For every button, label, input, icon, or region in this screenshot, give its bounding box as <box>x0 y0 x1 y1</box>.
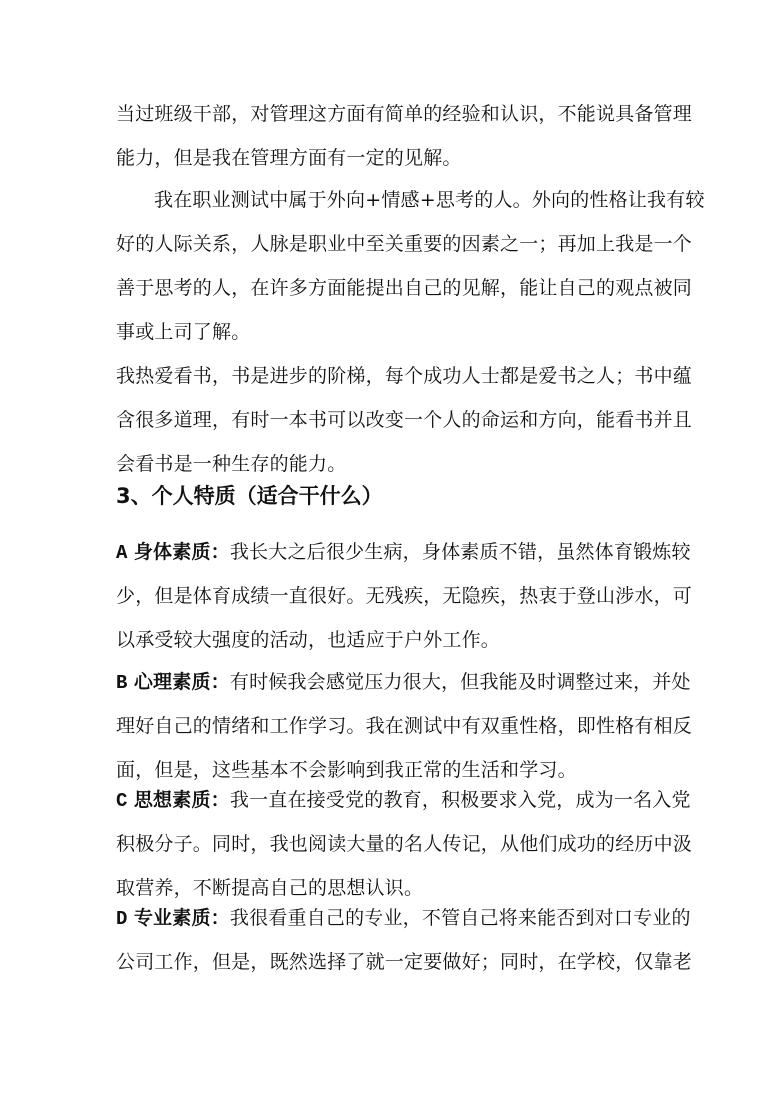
section-heading: 3、个人特质（适合干什么） <box>116 484 383 508</box>
trait-letter: A <box>116 542 128 564</box>
trait-psychological <box>116 660 693 792</box>
trait-letter: C <box>116 790 128 812</box>
trait-label: 思想素质： <box>133 789 230 811</box>
text-line: 能力，但是我在管理方面有一定的见解。 <box>116 147 462 169</box>
text-line: 以承受较大强度的活动，也适应于户外工作。 <box>116 629 501 651</box>
text-line: 少，但是体育成绩一直很好。无残疾，无隐疾，热衷于登山涉水，可 <box>116 585 693 607</box>
trait-label: 专业素质： <box>133 907 230 929</box>
trait-label: 身体素质： <box>133 541 230 563</box>
text-line: 好的人际关系，人脉是职业中至关重要的因素之一；再加上我是一个 <box>116 233 693 255</box>
trait-text: 我长大之后很少生病，身体素质不错，虽然体育锻炼较 <box>229 541 691 563</box>
text-line: 理好自己的情绪和工作学习。我在测试中有双重性格，即性格有相反 <box>116 715 693 737</box>
trait-letter: D <box>116 908 128 930</box>
trait-ideological <box>116 778 693 910</box>
paragraph-management <box>116 92 693 180</box>
trait-first-line <box>116 896 691 940</box>
trait-professional <box>116 896 693 984</box>
trait-letter: B <box>116 672 128 694</box>
text-line: 公司工作，但是，既然选择了就一定要做好；同时，在学校，仅靠老 <box>116 951 693 973</box>
trait-label: 心理素质： <box>133 671 230 693</box>
paragraph-reading <box>116 354 693 486</box>
trait-first-line <box>116 778 691 822</box>
paragraph-personality <box>116 178 705 354</box>
text-line: 面，但是，这些基本不会影响到我正常的生活和学习。 <box>116 759 577 781</box>
text-line: 含很多道理，有时一本书可以改变一个人的命运和方向，能看书并且 <box>116 409 693 431</box>
trait-text: 我很看重自己的专业，不管自己将来能否到对口专业的 <box>229 907 691 929</box>
text-line: 我在职业测试中属于外向+情感+思考的人。外向的性格让我有较 <box>154 189 705 211</box>
text-line: 事或上司了解。 <box>116 321 251 343</box>
trait-first-line <box>116 660 691 704</box>
text-line: 善于思考的人，在许多方面能提出自己的见解，能让自己的观点被同 <box>116 277 693 299</box>
trait-text: 我一直在接受党的教育，积极要求入党，成为一名入党 <box>229 789 691 811</box>
text-line: 取营养，不断提高自己的思想认识。 <box>116 877 424 899</box>
text-line: 我热爱看书，书是进步的阶梯，每个成功人士都是爱书之人；书中蕴 <box>116 365 693 387</box>
trait-physical <box>116 530 693 662</box>
trait-text: 有时候我会感觉压力很大，但我能及时调整过来，并处 <box>229 671 691 693</box>
text-line: 当过班级干部，对管理这方面有简单的经验和认识，不能说具备管理 <box>116 103 693 125</box>
trait-first-line <box>116 530 691 574</box>
text-line: 积极分子。同时，我也阅读大量的名人传记，从他们成功的经历中汲 <box>116 833 693 855</box>
text-line: 会看书是一种生存的能力。 <box>116 453 347 475</box>
